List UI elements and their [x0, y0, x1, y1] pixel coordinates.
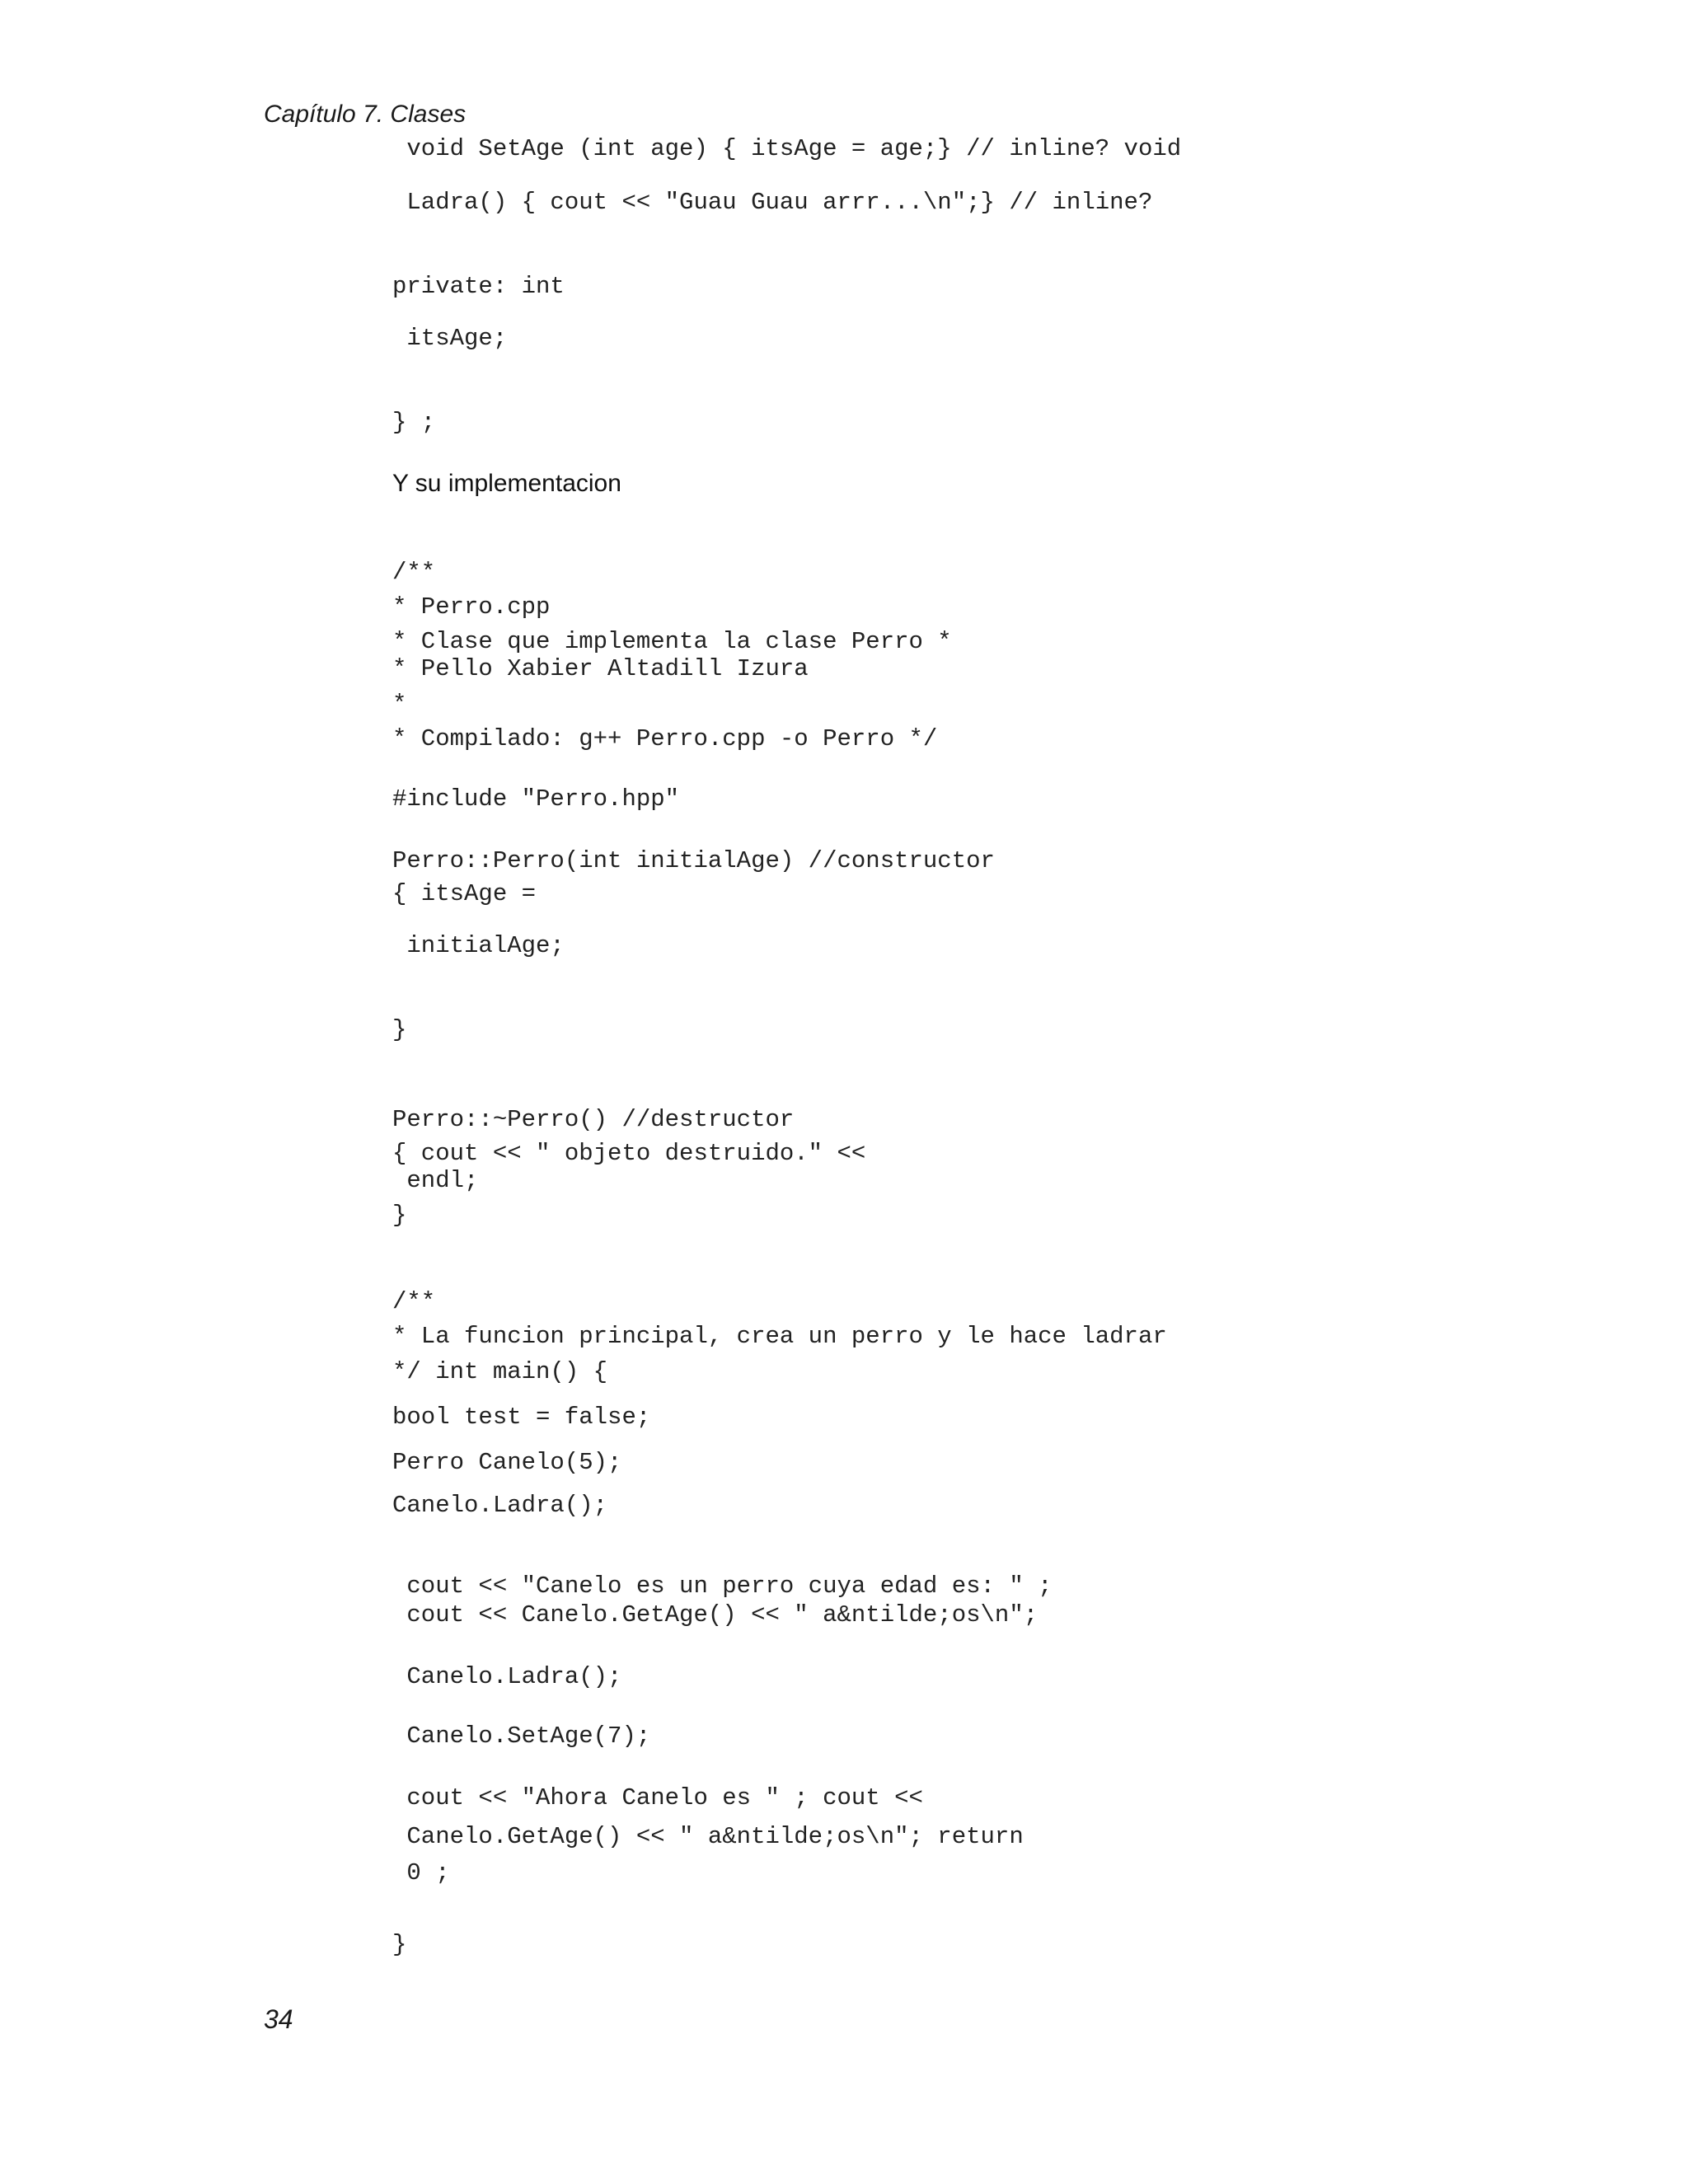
code-line: }	[392, 1931, 407, 1958]
code-line: cout << Canelo.GetAge() << " a&ntilde;os\n";	[392, 1601, 1039, 1629]
code-line: * Perro.cpp	[392, 593, 551, 621]
code-line: }	[392, 1016, 407, 1043]
code-line: Canelo.GetAge() << " a&ntilde;os\n"; return	[392, 1823, 1024, 1850]
code-line: void SetAge (int age) { itsAge = age;} // inline? void	[392, 135, 1182, 162]
code-line: /**	[392, 559, 436, 586]
code-line: Canelo.Ladra();	[392, 1663, 622, 1690]
code-line: Perro::~Perro() //destructor	[392, 1106, 795, 1133]
code-line: }	[392, 1202, 407, 1229]
code-line: bool test = false;	[392, 1404, 651, 1431]
code-line: * Compilado: g++ Perro.cpp -o Perro */	[392, 725, 938, 752]
code-line: Canelo.SetAge(7);	[392, 1722, 651, 1750]
code-line: */ int main() {	[392, 1358, 608, 1385]
code-line: itsAge;	[392, 325, 508, 352]
code-line: /**	[392, 1288, 436, 1315]
page-number: 34	[264, 2004, 293, 2034]
code-line: * Pello Xabier Altadill Izura	[392, 655, 809, 682]
code-line: cout << "Canelo es un perro cuya edad es: " ;	[392, 1572, 1053, 1600]
code-line: initialAge;	[392, 932, 565, 959]
code-line: Canelo.Ladra();	[392, 1492, 608, 1519]
code-line: Ladra() { cout << "Guau Guau arrr...\n";} // inline?	[392, 189, 1153, 216]
code-line: private: int	[392, 273, 565, 300]
section-heading: Y su implementacion	[392, 470, 621, 497]
code-line: { cout << " objeto destruido." <<	[392, 1140, 866, 1167]
code-line: Perro::Perro(int initialAge) //constructor	[392, 847, 995, 874]
code-line: endl;	[392, 1167, 479, 1194]
code-line: *	[392, 691, 407, 718]
code-line: 0 ;	[392, 1859, 450, 1886]
code-line: * La funcion principal, crea un perro y le hace ladrar	[392, 1323, 1167, 1350]
code-line: } ;	[392, 409, 436, 436]
code-line: Perro Canelo(5);	[392, 1449, 622, 1476]
chapter-header: Capítulo 7. Clases	[264, 101, 467, 128]
code-line: #include "Perro.hpp"	[392, 785, 680, 813]
code-line: * Clase que implementa la clase Perro *	[392, 628, 952, 655]
code-line: cout << "Ahora Canelo es " ; cout <<	[392, 1784, 923, 1811]
code-line: { itsAge =	[392, 880, 537, 907]
